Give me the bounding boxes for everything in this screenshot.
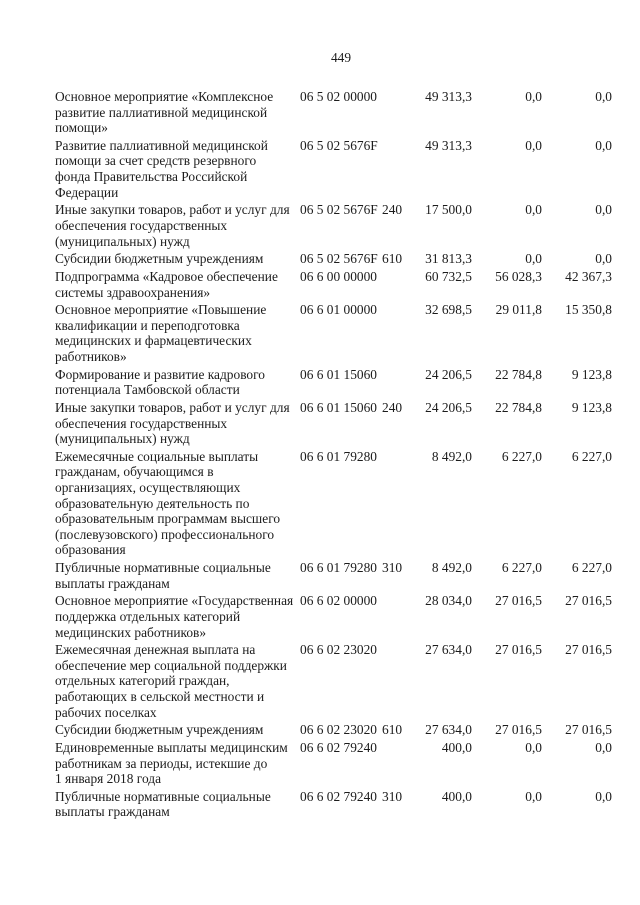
row-code: 06 6 02 79240 bbox=[300, 788, 377, 804]
row-code: 06 6 01 15060 bbox=[300, 399, 377, 415]
table-row bbox=[0, 642, 640, 720]
table-row bbox=[0, 138, 640, 200]
row-amount-2: 6 227,0 bbox=[501, 448, 542, 464]
row-amount-2: 22 784,8 bbox=[495, 366, 542, 382]
table-row bbox=[0, 400, 640, 447]
table-row bbox=[0, 449, 640, 558]
row-code: 06 6 01 15060 bbox=[300, 366, 377, 382]
row-code: 06 5 02 5676F bbox=[300, 137, 378, 153]
row-expense-type: 310 bbox=[382, 560, 403, 576]
row-amount-3: 0,0 bbox=[595, 202, 612, 218]
row-name: Иные закупки товаров, работ и услуг для обеспечения государственных (муниципальных) нужд bbox=[55, 399, 290, 447]
row-amount-1: 24 206,5 bbox=[425, 399, 472, 415]
row-code: 06 5 02 5676F bbox=[300, 202, 378, 218]
row-amount-2: 22 784,8 bbox=[495, 399, 542, 415]
row-code: 06 6 01 79280 bbox=[300, 560, 377, 576]
row-amount-3: 0,0 bbox=[595, 251, 612, 267]
row-name: Развитие паллиативной медицинской помощи за счет средств резервного фонда Правительства Российской Федерации bbox=[55, 137, 268, 200]
row-name: Публичные нормативные социальные выплаты гражданам bbox=[55, 788, 271, 820]
row-code: 06 6 02 79240 bbox=[300, 739, 377, 755]
row-code: 06 6 02 23020 bbox=[300, 722, 377, 738]
row-amount-3: 15 350,8 bbox=[565, 302, 612, 318]
row-amount-1: 49 313,3 bbox=[425, 137, 472, 153]
row-amount-3: 0,0 bbox=[595, 89, 612, 104]
row-name: Ежемесячная денежная выплата на обеспечение мер социальной поддержки отдельных категорий граждан, работающих в сельской местности и рабочих поселках bbox=[55, 642, 287, 720]
row-code: 06 5 02 00000 bbox=[300, 89, 377, 104]
row-amount-1: 60 732,5 bbox=[425, 268, 472, 284]
row-amount-1: 27 634,0 bbox=[425, 722, 472, 738]
row-amount-2: 27 016,5 bbox=[495, 642, 542, 658]
row-amount-1: 17 500,0 bbox=[425, 202, 472, 218]
row-amount-2: 0,0 bbox=[525, 251, 542, 267]
row-amount-1: 49 313,3 bbox=[425, 89, 472, 104]
row-name: Публичные нормативные социальные выплаты гражданам bbox=[55, 560, 271, 591]
table-row bbox=[0, 202, 640, 249]
row-amount-2: 0,0 bbox=[525, 137, 542, 153]
row-code: 06 6 01 79280 bbox=[300, 448, 377, 464]
row-amount-1: 8 492,0 bbox=[431, 448, 472, 464]
row-amount-1: 24 206,5 bbox=[425, 366, 472, 382]
row-amount-2: 27 016,5 bbox=[495, 722, 542, 738]
row-amount-1: 400,0 bbox=[441, 788, 472, 804]
row-name: Формирование и развитие кадрового потенциала Тамбовской области bbox=[55, 366, 265, 398]
row-amount-2: 56 028,3 bbox=[495, 268, 542, 284]
table-row bbox=[0, 789, 640, 820]
row-amount-2: 6 227,0 bbox=[501, 560, 542, 576]
row-code: 06 5 02 5676F bbox=[300, 251, 378, 267]
row-amount-1: 8 492,0 bbox=[431, 560, 472, 576]
table-row bbox=[0, 593, 640, 640]
row-amount-3: 6 227,0 bbox=[571, 448, 612, 464]
row-name: Единовременные выплаты медицинским работникам за периоды, истекшие до 1 января 2018 года bbox=[55, 739, 288, 787]
row-amount-1: 31 813,3 bbox=[425, 251, 472, 267]
row-amount-1: 28 034,0 bbox=[425, 593, 472, 609]
row-name: Субсидии бюджетным учреждениям bbox=[55, 251, 264, 267]
table-row bbox=[0, 740, 640, 787]
row-name: Субсидии бюджетным учреждениям bbox=[55, 722, 264, 738]
row-amount-3: 9 123,8 bbox=[571, 366, 612, 382]
row-amount-2: 0,0 bbox=[525, 202, 542, 218]
budget-table bbox=[0, 89, 640, 822]
row-expense-type: 310 bbox=[382, 788, 403, 804]
row-amount-3: 9 123,8 bbox=[571, 399, 612, 415]
row-amount-2: 0,0 bbox=[525, 89, 542, 104]
row-code: 06 6 01 00000 bbox=[300, 302, 377, 318]
row-amount-1: 32 698,5 bbox=[425, 302, 472, 318]
row-name: Основное мероприятие «Комплексное развитие паллиативной медицинской помощи» bbox=[55, 89, 274, 136]
row-amount-3: 27 016,5 bbox=[565, 642, 612, 658]
row-code: 06 6 02 00000 bbox=[300, 593, 377, 609]
row-amount-3: 0,0 bbox=[595, 788, 612, 804]
row-amount-2: 0,0 bbox=[525, 788, 542, 804]
row-amount-3: 0,0 bbox=[595, 137, 612, 153]
row-name: Основное мероприятие «Государственная поддержка отдельных категорий медицинских работников» bbox=[55, 593, 294, 640]
row-code: 06 6 00 00000 bbox=[300, 268, 377, 284]
row-amount-3: 27 016,5 bbox=[565, 593, 612, 609]
table-row bbox=[0, 251, 640, 267]
page-number: 449 bbox=[330, 50, 352, 65]
table-row bbox=[0, 89, 640, 136]
row-amount-2: 27 016,5 bbox=[495, 593, 542, 609]
row-amount-1: 27 634,0 bbox=[425, 642, 472, 658]
row-amount-2: 29 011,8 bbox=[495, 302, 542, 318]
row-name: Основное мероприятие «Повышение квалификации и переподготовка медицинских и фармацевтических работников» bbox=[55, 302, 267, 364]
row-name: Иные закупки товаров, работ и услуг для обеспечения государственных (муниципальных) нужд bbox=[55, 202, 290, 249]
table-row bbox=[0, 722, 640, 738]
table-row bbox=[0, 302, 640, 364]
row-expense-type: 610 bbox=[382, 722, 403, 738]
table-row bbox=[0, 269, 640, 300]
row-code: 06 6 02 23020 bbox=[300, 642, 377, 658]
table-row bbox=[0, 367, 640, 398]
row-amount-3: 42 367,3 bbox=[565, 268, 612, 284]
row-amount-1: 400,0 bbox=[441, 739, 472, 755]
row-expense-type: 240 bbox=[382, 202, 403, 218]
row-expense-type: 610 bbox=[382, 251, 403, 267]
row-amount-2: 0,0 bbox=[525, 739, 542, 755]
row-expense-type: 240 bbox=[382, 399, 403, 415]
row-amount-3: 27 016,5 bbox=[565, 722, 612, 738]
row-name: Ежемесячные социальные выплаты гражданам, обучающимся в организациях, осуществляющих образовательную деятельность по образовательным программам высшего (послевузовского) профессионального образования bbox=[55, 448, 281, 558]
table-row bbox=[0, 560, 640, 591]
row-amount-3: 6 227,0 bbox=[571, 560, 612, 576]
row-amount-3: 0,0 bbox=[595, 739, 612, 755]
row-name: Подпрограмма «Кадровое обеспечение системы здравоохранения» bbox=[55, 268, 278, 300]
